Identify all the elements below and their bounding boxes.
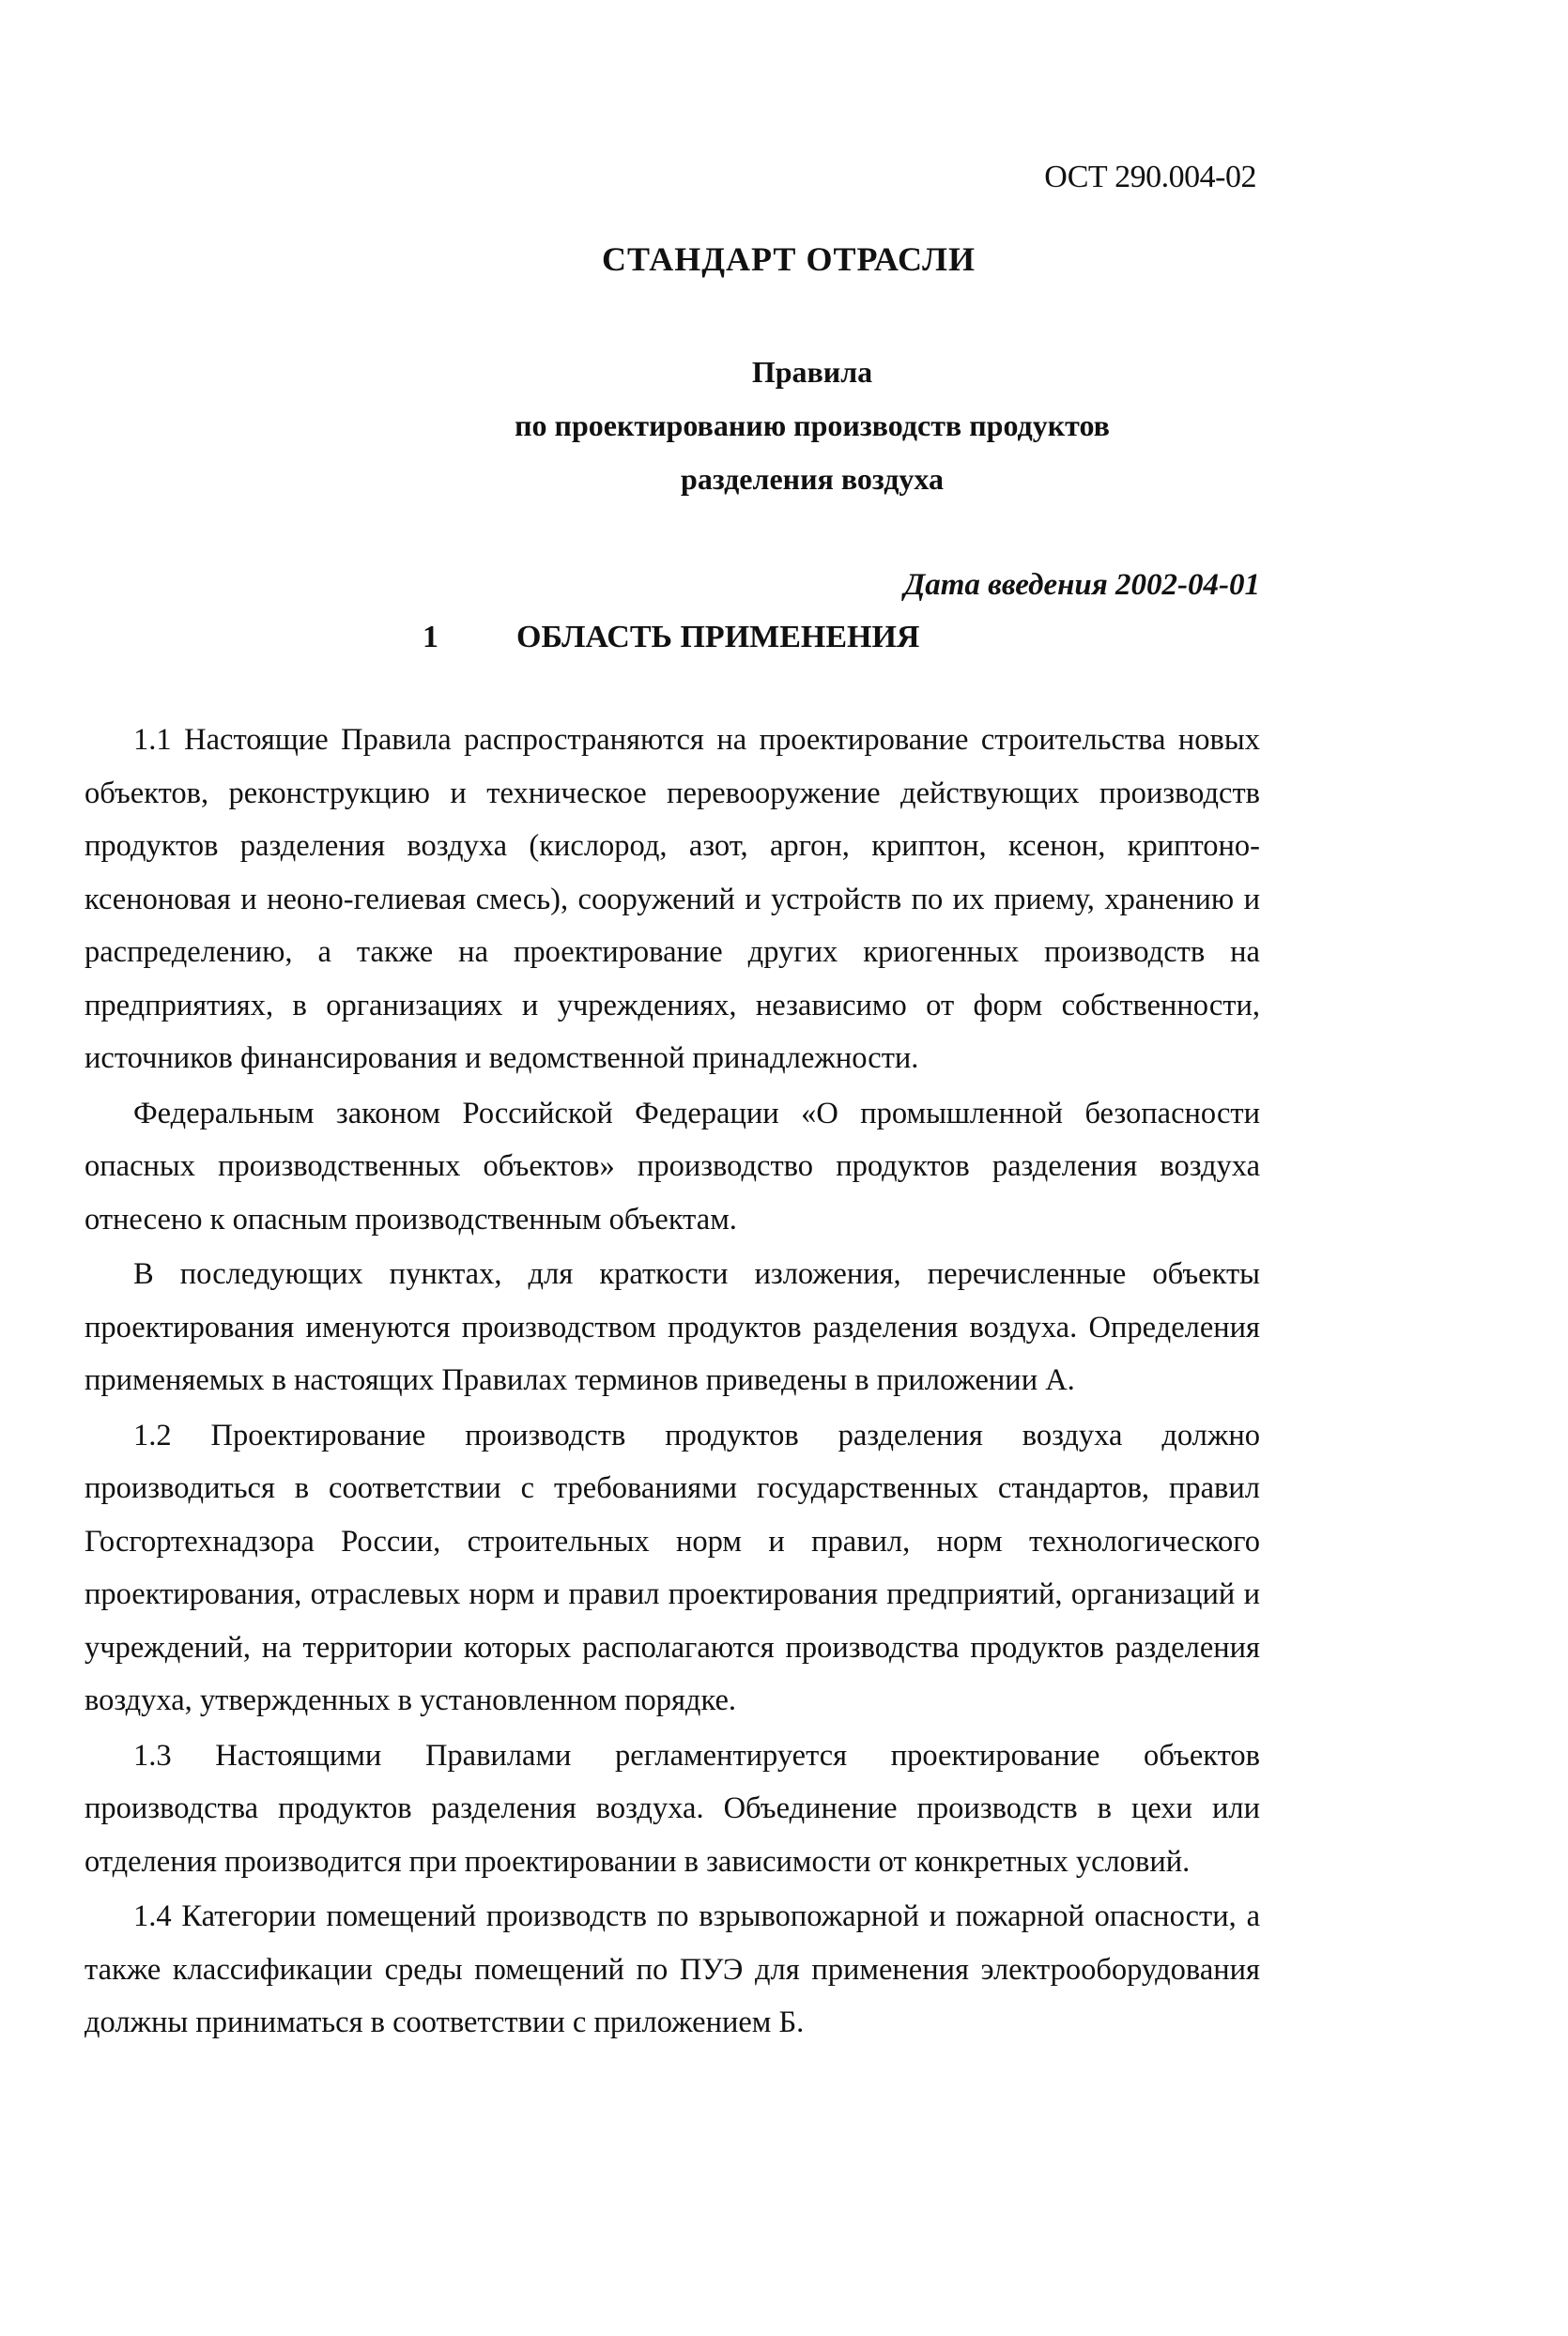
rules-title-line: разделения воздуха bbox=[681, 462, 944, 496]
rules-title-line: Правила bbox=[751, 355, 873, 389]
section-number: 1 bbox=[423, 620, 438, 654]
body-text bbox=[85, 714, 1260, 2052]
paragraph-federal-law: Федеральным законом Российской Федерации «О промышленной безопасности опасных производственных объектов» производство продуктов разделения воздуха отнесено к опасным производственным объектам. bbox=[85, 1096, 1260, 1237]
effective-date: Дата введения 2002-04-01 bbox=[903, 568, 1260, 602]
section-heading bbox=[423, 620, 919, 655]
rules-title bbox=[0, 346, 1568, 506]
rules-title-line: по проектированию производств продуктов bbox=[515, 408, 1110, 442]
paragraph-1-4: 1.4 Категории помещений производств по взрывопожарной и пожарной опасности, а также классификации среды помещений по ПУЭ для применения электрооборудования должны приниматься в соответствии с приложением Б. bbox=[85, 1899, 1260, 2039]
paragraph-1-3: 1.3 Настоящими Правилами регламентируется проектирование объектов производства продуктов разделения воздуха. Объединение производств в цехи или отделения производится при проектировании в зависимости от конкретных условий. bbox=[85, 1738, 1260, 1879]
paragraph-definitions: В последующих пунктах, для краткости изложения, перечисленные объекты проектирования именуются производством продуктов разделения воздуха. Определения применяемых в настоящих Правилах терминов приведены в приложении А. bbox=[85, 1257, 1260, 1397]
standard-title: СТАНДАРТ ОТРАСЛИ bbox=[602, 240, 976, 278]
section-title: ОБЛАСТЬ ПРИМЕНЕНИЯ bbox=[516, 620, 920, 654]
paragraph-1-2: 1.2 Проектирование производств продуктов разделения воздуха должно производиться в соответствии с требованиями государственных стандартов, правил Госгортехнадзора России, строительных норм и правил, норм технологического проектирования, отраслевых норм и правил проектирования предприятий, организаций и учреждений, на территории которых располагаются производства продуктов разделения воздуха, утвержденных в установленном порядке. bbox=[85, 1418, 1260, 1717]
document-code: ОСТ 290.004-02 bbox=[1044, 160, 1256, 194]
paragraph-1-1: 1.1 Настоящие Правила распространяются на проектирование строительства новых объектов, реконструкцию и техническое перевооружение действующих производств продуктов разделения воздуха (кислород, азот, аргон, криптон, ксенон, криптоно-ксеноновая и неоно-гелиевая смесь), сооружений и устройств по их приему, хранению и распределению, а также на проектирование других криогенных производств на предприятиях, в организациях и учреждениях, независимо от форм собственности, источников финансирования и ведомственной принадлежности. bbox=[85, 723, 1260, 1075]
